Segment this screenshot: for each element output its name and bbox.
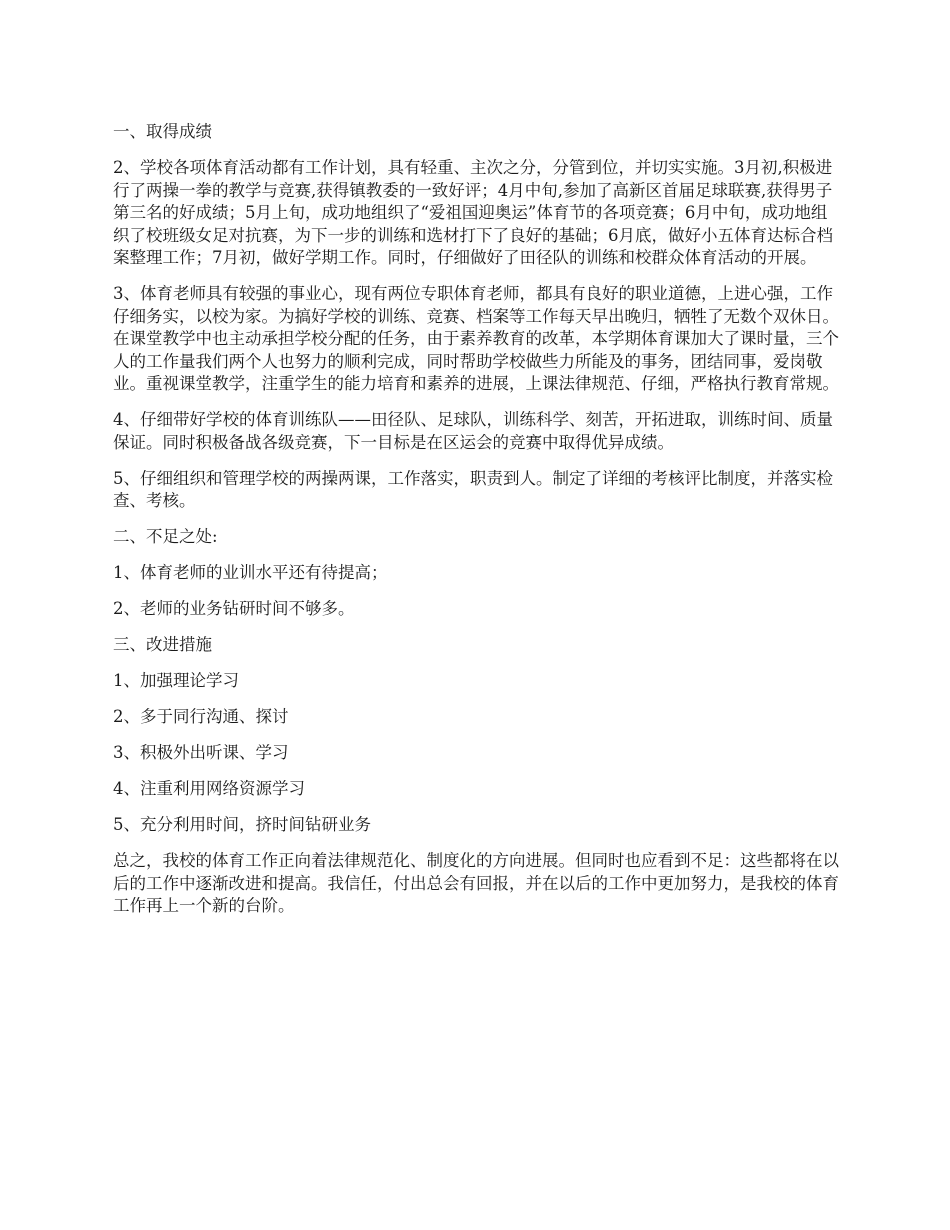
list-item-shortcoming-1: 1、体育老师的业训水平还有待提高； — [113, 563, 388, 582]
section-heading-improvements: 三、改进措施 — [113, 635, 212, 654]
list-item-shortcoming-2: 2、老师的业务钻研时间不够多。 — [113, 599, 355, 618]
document-body — [113, 121, 843, 931]
list-item-improvement-2: 2、多于同行沟通、探讨 — [113, 707, 289, 726]
paragraph-conclusion: 总之，我校的体育工作正向着法律规范化、制度化的方向进展。但同时也应看到不足：这些都将在以后的工作中逐渐改进和提高。我信任，付出总会有回报，并在以后的工作中更加努力，是我校的体育工作再上一个新的台阶。 — [113, 851, 839, 915]
paragraph-training-teams: 4、仔细带好学校的体育训练队——田径队、足球队，训练科学、刻苦，开拓进取，训练时间、质量保证。同时积极备战各级竞赛，下一目标是在区运会的竞赛中取得优异成绩。 — [113, 410, 833, 452]
paragraph-exercises: 5、仔细组织和管理学校的两操两课，工作落实，职责到人。制定了详细的考核评比制度，并落实检查、考核。 — [113, 468, 833, 510]
list-item-improvement-5: 5、充分利用时间，挤时间钻研业务 — [113, 815, 371, 834]
paragraph-teachers: 3、体育老师具有较强的事业心，现有两位专职体育老师，都具有良好的职业道德，上进心强，工作仔细务实，以校为家。为搞好学校的训练、竞赛、档案等工作每天早出晚归，牺牲了无数个双休日。在课堂教学中也主动承担学校分配的任务，由于素养教育的改革，本学期体育课加大了课时量，三个人的工作量我们两个人也努力的顺利完成，同时帮助学校做些力所能及的事务，团结同事，爱岗敬业。重视课堂教学，注重学生的能力培育和素养的进展，上课法律规范、仔细，严格执行教育常规。 — [113, 284, 839, 393]
list-item-improvement-4: 4、注重利用网络资源学习 — [113, 779, 305, 798]
list-item-improvement-3: 3、积极外出听课、学习 — [113, 743, 289, 762]
section-heading-shortcomings: 二、不足之处: — [113, 527, 218, 546]
section-heading-achievements: 一、取得成绩 — [113, 122, 212, 141]
paragraph-activities: 2、学校各项体育活动都有工作计划，具有轻重、主次之分，分管到位，并切实实施。3月初,积极进行了两操一拳的教学与竞赛,获得镇教委的一致好评；4月中旬,参加了高新区首届足球联赛,获得男子第三名的好成绩；5月上旬，成功地组织了“爱祖国迎奥运”体育节的各项竞赛；6月中旬，成功地组织了校班级女足对抗赛，为下一步的训练和选材打下了良好的基础；6月底，做好小五体育达标合档案整理工作；7月初，做好学期工作。同时，仔细做好了田径队的训练和校群众体育活动的开展。 — [113, 158, 833, 267]
list-item-improvement-1: 1、加强理论学习 — [113, 671, 239, 690]
